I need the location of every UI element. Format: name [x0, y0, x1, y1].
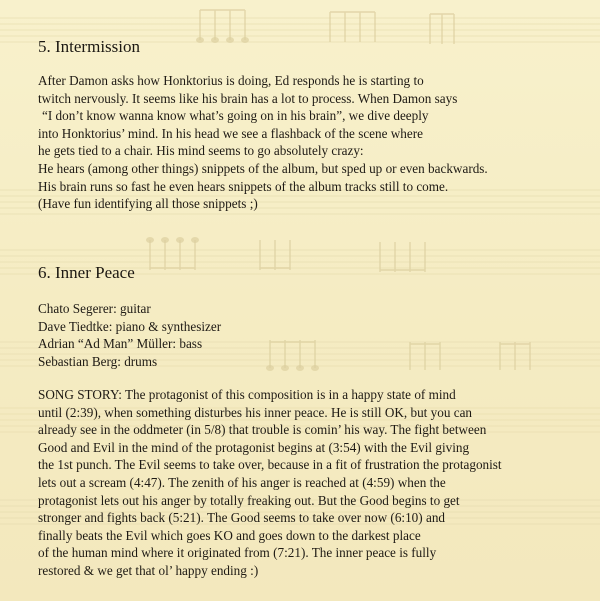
paragraph-line: into Honktorius’ mind. In his head we see a flashback of the scene where	[38, 125, 423, 141]
section-body-intermission	[38, 72, 488, 213]
story-line: stronger and fights back (5:21). The Good seems to take over now (6:10) and	[38, 510, 446, 526]
credit-item: Chato Segerer: guitar	[38, 301, 151, 316]
song-story	[38, 386, 502, 580]
section-title-inner-peace: 6. Inner Peace	[38, 263, 135, 282]
story-line: SONG STORY: The protagonist of this composition is in a happy state of mind	[38, 387, 456, 402]
paragraph-line: (Have fun identifying all those snippets ;)	[38, 196, 258, 212]
credit-item: Sebastian Berg: drums	[38, 353, 158, 369]
story-line: lets out a scream (4:47). The zenith of his anger is reached at (4:59) when the	[38, 474, 446, 490]
story-line: of the human mind where it originated from (7:21). The inner peace is fully	[38, 545, 437, 561]
story-line: protagonist lets out his anger by totally freaking out. But the Good begins to get	[38, 492, 460, 508]
story-line: Good and Evil in the mind of the protagonist begins at (3:54) with the Evil giving	[38, 439, 470, 455]
story-line: until (2:39), when something disturbes his inner peace. He is still OK, but you can	[38, 404, 473, 420]
credit-item: Adrian “Ad Man” Müller: bass	[38, 336, 203, 352]
story-line: restored & we get that ol’ happy ending :)	[38, 562, 259, 578]
paragraph-line: twitch nervously. It seems like his brain has a lot to process. When Damon says	[38, 90, 458, 106]
story-line: finally beats the Evil which goes KO and goes down to the darkest place	[38, 527, 421, 543]
paragraph-line: After Damon asks how Honktorius is doing, Ed responds he is starting to	[38, 73, 424, 88]
paragraph-line: He hears (among other things) snippets of the album, but sped up or even backwards.	[38, 160, 488, 176]
story-line: already see in the oddmeter (in 5/8) that trouble is comin’ his way. The fight between	[38, 422, 487, 438]
paragraph-line: His brain runs so fast he even hears snippets of the album tracks still to come.	[38, 178, 449, 194]
paragraph-line: “I don’t know wanna know what’s going on in his brain”, we dive deeply	[42, 108, 429, 124]
credits-list	[38, 300, 221, 370]
paragraph-line: he gets tied to a chair. His mind seems to go absolutely crazy:	[38, 143, 364, 159]
section-title-intermission: 5. Intermission	[38, 37, 140, 56]
story-line: the 1st punch. The Evil seems to take over, because in a fit of frustration the protagonist	[38, 457, 502, 473]
credit-item: Dave Tiedtke: piano & synthesizer	[38, 318, 222, 334]
